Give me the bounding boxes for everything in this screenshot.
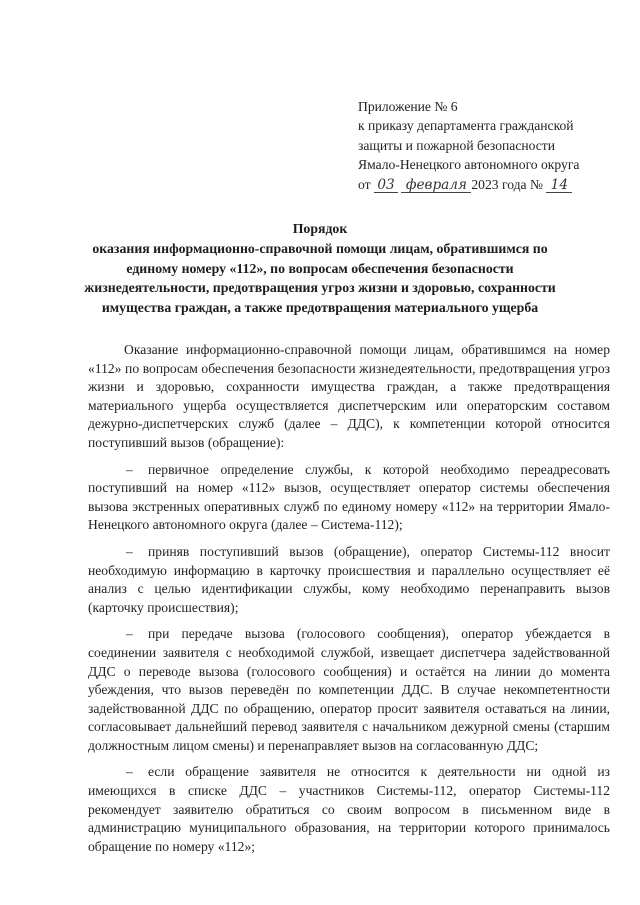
dash-marker: – — [126, 543, 133, 559]
dash-marker: – — [126, 626, 133, 642]
region-name: Ямало-Ненецкого автономного округа — [358, 157, 580, 173]
date-prefix: от — [358, 176, 371, 192]
handwritten-order-number: 14 — [546, 176, 572, 195]
title-line: имущества граждан, а также предотвращения материального ущерба — [101, 300, 539, 316]
handwritten-day: 03 — [374, 176, 398, 195]
dash-marker: – — [126, 461, 133, 477]
list-item-text: если обращение заявителя не относится к деятельности ни одной из имеющихся в списке ДДС – участников Системы-112, оператор Системы-112 рекомендует заявителю обратиться со своим вопросом в письменном виде в администрацию муниципального образования, на территории которого принималось обращение по номеру «112»; — [88, 764, 610, 854]
list-item — [88, 543, 610, 617]
title-line: Порядок — [292, 221, 348, 236]
appendix-header — [358, 97, 628, 195]
list-item — [88, 625, 610, 755]
title-line: жизнедеятельности, предотвращения угроз жизни и здоровью, сохранности — [84, 280, 556, 296]
intro-paragraph: Оказание информационно-справочной помощи лицам, обратившимся на номер «112» по вопросам обеспечения безопасности жизнедеятельности, предотвращения угроз жизни и здоровью, сохранности имущества граждан, а также предотвращения материального ущерба осуществляется диспетчерским или операторским составом дежурно-диспетчерских служб (далее – ДДС), к компетенции которой относится поступивший вызов (обращение): — [88, 342, 610, 450]
list-item-text: приняв поступивший вызов (обращение), оператор Системы-112 вносит необходимую информацию в карточку происшествия и параллельно осуществляет её анализ с целью идентификации службы, кому необходимо перенаправить вызов (карточку происшествия); — [88, 543, 610, 615]
list-item — [88, 763, 610, 856]
title-line: оказания информационно-справочной помощи лицам, обратившимся по — [92, 240, 548, 256]
document-body — [88, 341, 610, 864]
handwritten-month: февраля — [401, 176, 471, 195]
dash-marker: – — [126, 764, 133, 780]
document-title — [82, 219, 558, 318]
date-year: 2023 года № — [471, 176, 543, 192]
list-item-text: при передаче вызова (голосового сообщения), оператор убеждается в соединении заявителя с необходимой службой, извещает диспетчера задействованной ДДС о переводе вызова (голосового сообщения) и остаётся на линии до момента убеждения, что вызов переведён по компетенции ДДС. В случае некомпетентности задействованной ДДС по обращению, оператор просит заявителя оставаться на линии, согласовывает дальнейший перевод заявителя с начальником дежурной смены (старшим должностным лицом смены) и перенаправляет вызов на согласованную ДДС; — [88, 626, 610, 753]
title-line: единому номеру «112», по вопросам обеспечения безопасности — [126, 260, 514, 276]
department-name: защиты и пожарной безопасности — [358, 137, 556, 153]
list-item — [88, 461, 610, 535]
appendix-number: Приложение № 6 — [358, 99, 458, 114]
order-date-line — [358, 175, 628, 195]
order-reference: к приказу департамента гражданской — [358, 118, 574, 134]
list-item-text: первичное определение службы, к которой необходимо переадресовать поступивший на номер «112» вызов, осуществляет оператор системы обеспечения вызова экстренных оперативных служб по единому номеру «112» на территории Ямало-Ненецкого автономного округа (далее – Система-112); — [88, 461, 610, 533]
